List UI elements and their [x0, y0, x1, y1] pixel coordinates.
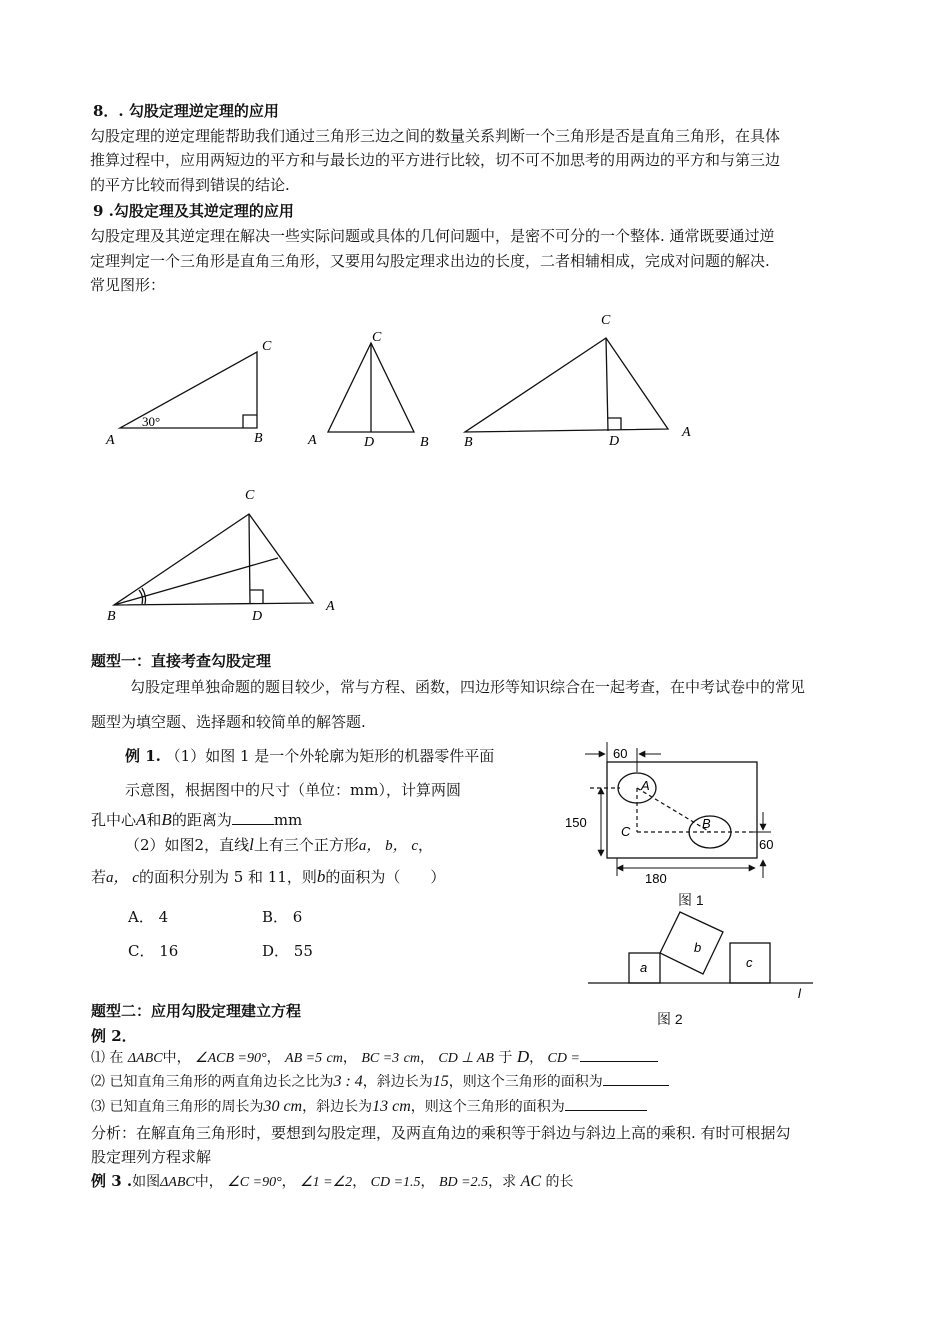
ex1-line3-b: 的距离为	[171, 811, 232, 829]
ex1-line5-a: 若	[91, 868, 107, 886]
ex3-cd: CD =1.5	[370, 1175, 421, 1190]
ex2-q3-perimeter: 30 cm	[263, 1098, 303, 1115]
section-8-title: 8．. 勾股定理逆定理的应用	[93, 102, 279, 120]
figure-2-caption: 图 2	[657, 1011, 683, 1027]
ex2-q2-b: ，斜边长为	[362, 1074, 433, 1090]
ex2-q1	[91, 1047, 658, 1067]
ex2-q1-ab: AB =5	[285, 1051, 323, 1066]
ex3-e: ，	[420, 1174, 435, 1190]
section-9-para-line1: 勾股定理及其逆定理在解决一些实际问题或具体的几何问题中，是密不可分的一个整体. 通常既要通过逆	[90, 227, 775, 245]
ex1-option-B[interactable]: B． 6	[262, 908, 303, 926]
ex1-line3-he: 和	[146, 811, 162, 829]
type1-title: 题型一：直接考查勾股定理	[91, 652, 272, 670]
ex2-q1-g: ，	[529, 1050, 544, 1066]
dim-180: 180	[645, 871, 667, 886]
ex1-line-l: l	[249, 835, 254, 854]
ex1-point-A: A	[136, 810, 147, 829]
ex2-q1-a: ⑴ 在	[91, 1050, 124, 1066]
section-8-para-line1: 勾股定理的逆定理能帮助我们通过三角形三边之间的数量关系判断一个三角形是否是直角三角形，在具体	[90, 127, 781, 145]
fig3-label-D: D	[609, 434, 620, 449]
section-9-para-line3: 常见图形：	[90, 276, 166, 294]
ex1-option-A[interactable]: A． 4	[128, 908, 169, 926]
fig4-label-C: C	[245, 488, 255, 503]
ex2-q1-angle: ∠ACB =90°	[195, 1051, 267, 1066]
ex3	[91, 1170, 573, 1191]
ex1-line1	[125, 745, 494, 766]
ex2-q3-b: ，斜边长为	[302, 1099, 373, 1115]
square-b	[660, 912, 723, 974]
ex2-q1-D: D	[516, 1047, 530, 1066]
fig1-label-C: C	[262, 339, 272, 354]
ex1-point-B: B	[161, 810, 172, 829]
ex1-line5-c: 的面积为（ ）	[325, 868, 446, 886]
ex2-q1-unit2: cm	[403, 1051, 420, 1066]
analysis-line1: 分析：在解直角三角形时，要想到勾股定理，及两直角边的乘积等于斜边与斜边上高的乘积. 有时可根据勾	[91, 1124, 791, 1142]
ex3-f: ，求	[488, 1174, 517, 1190]
fig2-label-D: D	[364, 435, 375, 450]
analysis-line2: 股定理列方程求解	[91, 1148, 212, 1166]
figure-right-triangle-altitude	[465, 338, 668, 432]
ex1-square-b: b	[316, 867, 326, 886]
fig2-label-l: l	[798, 986, 801, 1001]
fig1-label-A: A	[641, 778, 650, 793]
ex1-squares-abc: a， b， c	[358, 838, 419, 854]
fig2-label-C: C	[372, 330, 382, 345]
ex1-line3-a: 孔中心	[91, 811, 137, 829]
ex2-q1-e: ，	[419, 1050, 434, 1066]
ex3-triangle: ΔABC	[160, 1175, 195, 1190]
ex2-q3-answer-blank[interactable]	[565, 1110, 647, 1111]
ex1-option-D[interactable]: D． 55	[262, 942, 313, 960]
ex2-q1-b: 中，	[162, 1050, 191, 1066]
fig3-label-C: C	[601, 313, 611, 328]
fig3-label-B: B	[464, 435, 473, 450]
fig4-label-A: A	[326, 599, 335, 614]
ex3-eq: ∠1 =∠2	[300, 1175, 353, 1190]
fig1-label-B: B	[254, 431, 263, 446]
ex1-label: 例 1.	[125, 747, 161, 765]
ex2-q1-cd: CD =	[547, 1051, 580, 1066]
ex2-q3-hyp: 13 cm	[372, 1098, 411, 1115]
ex3-angle: ∠C =90°	[227, 1175, 282, 1190]
dim-60-top: 60	[613, 746, 628, 761]
ex1-line1-text: （1）如图 1 是一个外轮廓为矩形的机器零件平面	[165, 747, 495, 765]
ex1-line3	[91, 809, 302, 830]
ex2-q3	[91, 1096, 647, 1116]
ex2-q2-a: ⑵ 已知直角三角形的两直角边长之比为	[91, 1074, 334, 1090]
ex3-ac: AC	[520, 1173, 542, 1190]
ex3-g: 的长	[545, 1174, 574, 1190]
ex2-q2-c: ，则这个三角形的面积为	[448, 1074, 603, 1090]
fig2-label-a: a	[640, 960, 648, 975]
ex1-option-C[interactable]: C． 16	[128, 942, 179, 960]
ex2-q2	[91, 1071, 669, 1091]
ex2-q1-f: 于	[498, 1050, 513, 1066]
figure-2-squares	[580, 910, 820, 1010]
ex1-line4	[125, 834, 433, 855]
dim-60-right: 60	[759, 837, 774, 852]
figure-isosceles-triangle	[328, 343, 414, 432]
ex3-b: 中，	[194, 1174, 223, 1190]
dim-150: 150	[565, 815, 587, 830]
fig1-angle-label: 30°	[142, 414, 161, 429]
ex1-unit: mm	[273, 811, 303, 829]
ex3-label: 例 3 .	[91, 1172, 133, 1190]
ex2-q1-bc: BC =3	[361, 1051, 400, 1066]
fig4-label-B: B	[107, 609, 116, 624]
type1-para-line1: 勾股定理单独命题的题目较少，常与方程、函数，四边形等知识综合在一起考查，在中考试卷中的常见	[130, 678, 806, 696]
ex2-q1-unit1: cm	[326, 1051, 343, 1066]
ex2-q1-triangle: ΔABC	[127, 1051, 163, 1066]
ex3-c: ，	[281, 1174, 296, 1190]
ex3-a: 如图	[132, 1174, 161, 1190]
ex2-q1-c: ，	[266, 1050, 281, 1066]
ex1-squares-ac: a， c	[106, 870, 139, 886]
ex1-line5	[91, 866, 445, 887]
fig4-label-D: D	[252, 609, 263, 624]
section-8-para-line3: 的平方比较而得到错误的结论.	[90, 176, 290, 194]
section-9-title: 9 .勾股定理及其逆定理的应用	[93, 202, 294, 220]
ex1-line4-c: ，	[418, 836, 434, 854]
fig1-label-B: B	[702, 816, 711, 831]
ex1-line2: 示意图，根据图中的尺寸（单位：mm），计算两圆	[125, 781, 461, 799]
figure-right-triangle-30	[120, 352, 257, 428]
ex2-q3-a: ⑶ 已知直角三角形的周长为	[91, 1099, 264, 1115]
fig2-label-b: b	[694, 940, 702, 955]
fig3-label-A: A	[682, 425, 691, 440]
fig1-label-C: C	[621, 824, 631, 839]
common-figures	[0, 0, 950, 640]
ex2-q2-ratio: 3 : 4	[333, 1073, 363, 1090]
ex3-bd: BD =2.5	[439, 1175, 489, 1190]
figure-triangle-bisector	[114, 514, 313, 605]
ex2-q2-answer-blank[interactable]	[603, 1085, 669, 1086]
fig2-label-A: A	[308, 433, 317, 448]
ex1-line4-a: （2）如图2，直线	[125, 836, 250, 854]
figure-1-caption: 图 1	[678, 892, 704, 908]
ex2-q1-perp: CD ⊥ AB	[438, 1051, 494, 1066]
ex2-q1-answer-blank[interactable]	[580, 1061, 658, 1062]
ex3-d: ，	[352, 1174, 367, 1190]
ex1-line4-b: 上有三个正方形	[253, 836, 359, 854]
type1-para-line2: 题型为填空题、选择题和较简单的解答题.	[91, 713, 366, 731]
type2-title: 题型二：应用勾股定理建立方程	[91, 1002, 302, 1020]
ex2-q2-hyp: 15	[432, 1073, 449, 1090]
ex2-q1-d: ，	[342, 1050, 357, 1066]
fig2-label-c: c	[746, 955, 753, 970]
fig1-label-A: A	[106, 433, 115, 448]
ex1-answer-blank[interactable]	[232, 824, 274, 825]
ex1-line5-b: 的面积分别为 5 和 11，则	[138, 868, 317, 886]
part-outline	[607, 762, 757, 858]
section-9-para-line2: 定理判定一个三角形是直角三角形，又要用勾股定理求出边的长度，二者相辅相成，完成对问题的解决.	[90, 252, 770, 270]
section-8-para-line2: 推算过程中，应用两短边的平方和与最长边的平方进行比较，切不可不加思考的用两边的平方和与第三边	[90, 151, 781, 169]
fig2-label-B: B	[420, 435, 429, 450]
ex2-q3-c: ，则这个三角形的面积为	[410, 1099, 565, 1115]
ex2-label: 例 2．	[91, 1027, 137, 1045]
